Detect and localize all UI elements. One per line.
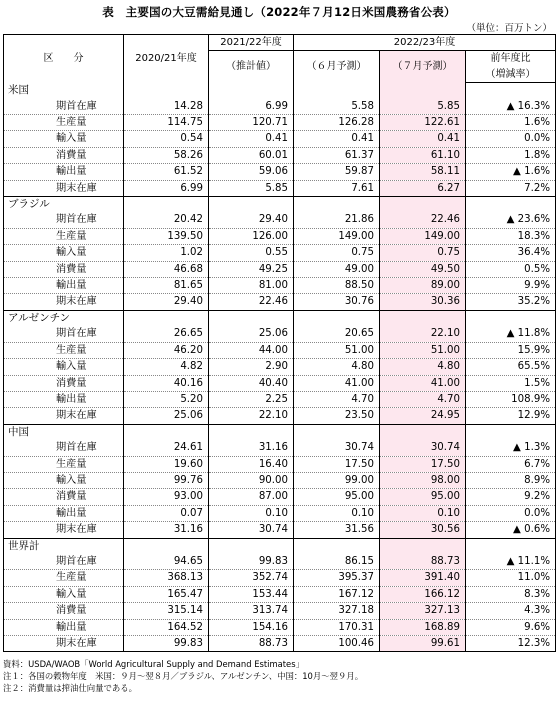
region-name: アルゼンチン	[4, 310, 124, 326]
value-2020-21: 61.52	[124, 164, 209, 180]
empty-cell	[294, 83, 380, 99]
value-2021-22-estimate: 88.73	[209, 636, 294, 652]
empty-cell	[466, 83, 556, 99]
empty-cell	[294, 310, 380, 326]
value-2020-21: 20.42	[124, 212, 209, 228]
value-june-forecast: 170.31	[294, 619, 380, 635]
value-july-forecast: 6.27	[380, 180, 466, 196]
value-july-forecast: 5.85	[380, 99, 466, 115]
value-june-forecast: 95.00	[294, 489, 380, 505]
value-2020-21: 368.13	[124, 570, 209, 586]
row-label: 期首在庫	[4, 99, 124, 115]
value-yoy-change: 0.0%	[466, 131, 556, 147]
row-label: 輸入量	[4, 131, 124, 147]
value-july-forecast: 0.41	[380, 131, 466, 147]
region-name: 世界計	[4, 538, 124, 554]
value-2021-22-estimate: 29.40	[209, 212, 294, 228]
value-yoy-change: 65.5%	[466, 359, 556, 375]
value-yoy-change: 18.3%	[466, 228, 556, 244]
value-july-forecast: 41.00	[380, 375, 466, 391]
value-yoy-change: 15.9%	[466, 342, 556, 358]
table-row	[4, 489, 556, 505]
footnotes	[3, 658, 363, 694]
row-label: 輸出量	[4, 278, 124, 294]
row-label: 消費量	[4, 261, 124, 277]
value-july-forecast: 51.00	[380, 342, 466, 358]
value-yoy-change: ▲ 1.3%	[466, 440, 556, 456]
value-2020-21: 164.52	[124, 619, 209, 635]
value-2020-21: 315.14	[124, 603, 209, 619]
value-2020-21: 46.68	[124, 261, 209, 277]
value-2021-22-estimate: 22.10	[209, 408, 294, 424]
value-2021-22-estimate: 313.74	[209, 603, 294, 619]
value-july-forecast: 4.80	[380, 359, 466, 375]
row-label: 期末在庫	[4, 522, 124, 538]
value-july-forecast: 24.95	[380, 408, 466, 424]
table-row	[4, 636, 556, 652]
row-label: 輸出量	[4, 391, 124, 407]
table-row	[4, 408, 556, 424]
value-2021-22-estimate: 154.16	[209, 619, 294, 635]
row-label: 輸出量	[4, 619, 124, 635]
header-june-forecast: （６月予測）	[294, 51, 380, 83]
value-2021-22-estimate: 0.41	[209, 131, 294, 147]
value-yoy-change: 108.9%	[466, 391, 556, 407]
value-june-forecast: 126.28	[294, 115, 380, 131]
value-july-forecast: 391.40	[380, 570, 466, 586]
value-june-forecast: 100.46	[294, 636, 380, 652]
empty-cell	[209, 310, 294, 326]
value-june-forecast: 88.50	[294, 278, 380, 294]
header-category: 区 分	[4, 35, 124, 83]
row-label: 生産量	[4, 456, 124, 472]
row-label: 期首在庫	[4, 554, 124, 570]
value-2020-21: 99.83	[124, 636, 209, 652]
header-yoy-sub: （増減率）	[466, 67, 556, 83]
table-row	[4, 278, 556, 294]
value-yoy-change: 9.2%	[466, 489, 556, 505]
value-yoy-change: ▲ 16.3%	[466, 99, 556, 115]
value-july-forecast: 0.75	[380, 245, 466, 261]
value-2020-21: 93.00	[124, 489, 209, 505]
empty-cell	[380, 538, 466, 554]
unit-label: （単位：百万トン）	[466, 23, 552, 34]
value-2021-22-estimate: 2.90	[209, 359, 294, 375]
value-yoy-change: 6.7%	[466, 456, 556, 472]
value-2020-21: 0.07	[124, 505, 209, 521]
row-label: 期首在庫	[4, 212, 124, 228]
row-label: 輸出量	[4, 505, 124, 521]
empty-cell	[124, 538, 209, 554]
value-yoy-change: 36.4%	[466, 245, 556, 261]
value-july-forecast: 61.10	[380, 147, 466, 163]
table-row	[4, 505, 556, 521]
value-june-forecast: 99.00	[294, 472, 380, 488]
region-header-row	[4, 538, 556, 554]
header-2020-21: 2020/21年度	[124, 35, 209, 83]
empty-cell	[294, 538, 380, 554]
value-june-forecast: 30.76	[294, 294, 380, 310]
row-label: 輸入量	[4, 359, 124, 375]
table-row	[4, 456, 556, 472]
header-2021-22: 2021/22年度	[209, 35, 294, 51]
row-label: 生産量	[4, 570, 124, 586]
table-row	[4, 375, 556, 391]
value-2020-21: 40.16	[124, 375, 209, 391]
value-yoy-change: ▲ 23.6%	[466, 212, 556, 228]
value-2020-21: 25.06	[124, 408, 209, 424]
empty-cell	[209, 197, 294, 213]
region-header-row	[4, 310, 556, 326]
value-july-forecast: 166.12	[380, 586, 466, 602]
table-row	[4, 115, 556, 131]
empty-cell	[380, 310, 466, 326]
empty-cell	[209, 538, 294, 554]
value-june-forecast: 49.00	[294, 261, 380, 277]
value-yoy-change: 9.6%	[466, 619, 556, 635]
value-june-forecast: 167.12	[294, 586, 380, 602]
empty-cell	[466, 197, 556, 213]
empty-cell	[294, 424, 380, 440]
value-june-forecast: 20.65	[294, 326, 380, 342]
value-2021-22-estimate: 2.25	[209, 391, 294, 407]
value-2021-22-estimate: 30.74	[209, 522, 294, 538]
row-label: 輸入量	[4, 586, 124, 602]
value-2020-21: 0.54	[124, 131, 209, 147]
value-yoy-change: ▲ 0.6%	[466, 522, 556, 538]
value-2020-21: 5.20	[124, 391, 209, 407]
value-2021-22-estimate: 22.46	[209, 294, 294, 310]
row-label: 生産量	[4, 228, 124, 244]
value-june-forecast: 0.75	[294, 245, 380, 261]
table-row	[4, 164, 556, 180]
region-name: ブラジル	[4, 197, 124, 213]
table-row	[4, 619, 556, 635]
table-row	[4, 294, 556, 310]
table-row	[4, 522, 556, 538]
region-name: 米国	[4, 83, 124, 99]
value-july-forecast: 30.74	[380, 440, 466, 456]
row-label: 消費量	[4, 375, 124, 391]
row-label: 期首在庫	[4, 440, 124, 456]
value-july-forecast: 58.11	[380, 164, 466, 180]
table-row	[4, 228, 556, 244]
table-row	[4, 359, 556, 375]
empty-cell	[209, 424, 294, 440]
empty-cell	[124, 424, 209, 440]
table-row	[4, 99, 556, 115]
value-2021-22-estimate: 153.44	[209, 586, 294, 602]
table-row	[4, 554, 556, 570]
value-yoy-change: 1.6%	[466, 115, 556, 131]
value-june-forecast: 30.74	[294, 440, 380, 456]
note-1: 注１：各国の穀物年度 米国：９月～翌８月／ブラジル、アルゼンチン、中国：10月～翌９月。	[3, 671, 364, 681]
value-yoy-change: ▲ 11.1%	[466, 554, 556, 570]
value-2020-21: 46.20	[124, 342, 209, 358]
value-2021-22-estimate: 49.25	[209, 261, 294, 277]
header-july-forecast: （７月予測）	[380, 51, 466, 83]
value-june-forecast: 327.18	[294, 603, 380, 619]
header-2022-23: 2022/23年度	[294, 35, 556, 51]
value-june-forecast: 0.41	[294, 131, 380, 147]
value-yoy-change: 9.9%	[466, 278, 556, 294]
value-2020-21: 1.02	[124, 245, 209, 261]
value-july-forecast: 95.00	[380, 489, 466, 505]
region-header-row	[4, 83, 556, 99]
empty-cell	[124, 310, 209, 326]
value-july-forecast: 122.61	[380, 115, 466, 131]
value-2020-21: 29.40	[124, 294, 209, 310]
table-row	[4, 472, 556, 488]
header-estimate: （推計値）	[209, 51, 294, 83]
value-2020-21: 6.99	[124, 180, 209, 196]
value-yoy-change: 8.3%	[466, 586, 556, 602]
value-yoy-change: ▲ 11.8%	[466, 326, 556, 342]
value-july-forecast: 30.56	[380, 522, 466, 538]
value-june-forecast: 17.50	[294, 456, 380, 472]
value-july-forecast: 49.50	[380, 261, 466, 277]
value-yoy-change: 4.3%	[466, 603, 556, 619]
value-july-forecast: 22.46	[380, 212, 466, 228]
value-yoy-change: 35.2%	[466, 294, 556, 310]
table-row	[4, 391, 556, 407]
value-july-forecast: 327.13	[380, 603, 466, 619]
value-yoy-change: ▲ 1.6%	[466, 164, 556, 180]
value-july-forecast: 98.00	[380, 472, 466, 488]
value-june-forecast: 395.37	[294, 570, 380, 586]
value-2020-21: 4.82	[124, 359, 209, 375]
value-2021-22-estimate: 60.01	[209, 147, 294, 163]
value-june-forecast: 4.70	[294, 391, 380, 407]
table-row	[4, 603, 556, 619]
value-yoy-change: 0.0%	[466, 505, 556, 521]
value-2021-22-estimate: 40.40	[209, 375, 294, 391]
table-row	[4, 570, 556, 586]
value-2021-22-estimate: 16.40	[209, 456, 294, 472]
value-2021-22-estimate: 126.00	[209, 228, 294, 244]
value-july-forecast: 149.00	[380, 228, 466, 244]
value-2020-21: 19.60	[124, 456, 209, 472]
table-row	[4, 586, 556, 602]
row-label: 生産量	[4, 342, 124, 358]
value-2021-22-estimate: 81.00	[209, 278, 294, 294]
region-name: 中国	[4, 424, 124, 440]
value-june-forecast: 51.00	[294, 342, 380, 358]
row-label: 消費量	[4, 603, 124, 619]
value-2020-21: 99.76	[124, 472, 209, 488]
value-june-forecast: 21.86	[294, 212, 380, 228]
table-row	[4, 261, 556, 277]
value-2021-22-estimate: 59.06	[209, 164, 294, 180]
row-label: 消費量	[4, 489, 124, 505]
value-july-forecast: 89.00	[380, 278, 466, 294]
value-2020-21: 165.47	[124, 586, 209, 602]
value-july-forecast: 4.70	[380, 391, 466, 407]
value-2020-21: 114.75	[124, 115, 209, 131]
table-row	[4, 440, 556, 456]
value-2021-22-estimate: 44.00	[209, 342, 294, 358]
empty-cell	[124, 83, 209, 99]
empty-cell	[294, 197, 380, 213]
empty-cell	[466, 424, 556, 440]
value-june-forecast: 41.00	[294, 375, 380, 391]
row-label: 期末在庫	[4, 636, 124, 652]
table-row	[4, 342, 556, 358]
row-label: 期末在庫	[4, 180, 124, 196]
value-june-forecast: 7.61	[294, 180, 380, 196]
value-june-forecast: 59.87	[294, 164, 380, 180]
value-july-forecast: 22.10	[380, 326, 466, 342]
region-header-row	[4, 424, 556, 440]
value-2021-22-estimate: 99.83	[209, 554, 294, 570]
value-yoy-change: 1.8%	[466, 147, 556, 163]
value-july-forecast: 17.50	[380, 456, 466, 472]
value-2021-22-estimate: 25.06	[209, 326, 294, 342]
row-label: 輸出量	[4, 164, 124, 180]
value-june-forecast: 4.80	[294, 359, 380, 375]
empty-cell	[380, 197, 466, 213]
row-label: 期末在庫	[4, 408, 124, 424]
value-2020-21: 94.65	[124, 554, 209, 570]
value-july-forecast: 30.36	[380, 294, 466, 310]
value-2021-22-estimate: 5.85	[209, 180, 294, 196]
table-row	[4, 147, 556, 163]
empty-cell	[380, 83, 466, 99]
value-2021-22-estimate: 6.99	[209, 99, 294, 115]
value-june-forecast: 5.58	[294, 99, 380, 115]
value-yoy-change: 11.0%	[466, 570, 556, 586]
value-yoy-change: 1.5%	[466, 375, 556, 391]
region-header-row	[4, 197, 556, 213]
value-2021-22-estimate: 87.00	[209, 489, 294, 505]
value-2021-22-estimate: 31.16	[209, 440, 294, 456]
row-label: 消費量	[4, 147, 124, 163]
value-2020-21: 31.16	[124, 522, 209, 538]
table-title: 表 主要国の大豆需給見通し（2022年７月12日米国農務省公表）	[102, 5, 456, 19]
note-2: 注２：消費量は搾油仕向量である。	[3, 683, 137, 693]
value-yoy-change: 12.9%	[466, 408, 556, 424]
empty-cell	[124, 197, 209, 213]
row-label: 期末在庫	[4, 294, 124, 310]
source-note: 資料：USDA/WAOB「World Agricultural Supply and Demand Estimates」	[3, 659, 304, 669]
value-yoy-change: 7.2%	[466, 180, 556, 196]
row-label: 輸入量	[4, 472, 124, 488]
value-june-forecast: 149.00	[294, 228, 380, 244]
table-row	[4, 212, 556, 228]
value-july-forecast: 88.73	[380, 554, 466, 570]
value-june-forecast: 0.10	[294, 505, 380, 521]
value-july-forecast: 99.61	[380, 636, 466, 652]
table-row	[4, 326, 556, 342]
table-row	[4, 131, 556, 147]
value-2020-21: 139.50	[124, 228, 209, 244]
value-june-forecast: 86.15	[294, 554, 380, 570]
value-june-forecast: 31.56	[294, 522, 380, 538]
value-july-forecast: 168.89	[380, 619, 466, 635]
empty-cell	[380, 424, 466, 440]
value-yoy-change: 12.3%	[466, 636, 556, 652]
value-yoy-change: 0.5%	[466, 261, 556, 277]
row-label: 生産量	[4, 115, 124, 131]
row-label: 期首在庫	[4, 326, 124, 342]
value-2021-22-estimate: 120.71	[209, 115, 294, 131]
value-july-forecast: 0.10	[380, 505, 466, 521]
empty-cell	[466, 310, 556, 326]
value-2020-21: 26.65	[124, 326, 209, 342]
empty-cell	[209, 83, 294, 99]
value-june-forecast: 23.50	[294, 408, 380, 424]
header-yoy: 前年度比	[466, 51, 556, 67]
value-2021-22-estimate: 0.55	[209, 245, 294, 261]
value-2021-22-estimate: 0.10	[209, 505, 294, 521]
value-june-forecast: 61.37	[294, 147, 380, 163]
value-2020-21: 58.26	[124, 147, 209, 163]
table-row	[4, 245, 556, 261]
value-2020-21: 81.65	[124, 278, 209, 294]
table-row	[4, 180, 556, 196]
value-2021-22-estimate: 352.74	[209, 570, 294, 586]
value-yoy-change: 8.9%	[466, 472, 556, 488]
value-2021-22-estimate: 90.00	[209, 472, 294, 488]
value-2020-21: 24.61	[124, 440, 209, 456]
value-2020-21: 14.28	[124, 99, 209, 115]
row-label: 輸入量	[4, 245, 124, 261]
empty-cell	[466, 538, 556, 554]
soybean-supply-table	[3, 34, 556, 652]
